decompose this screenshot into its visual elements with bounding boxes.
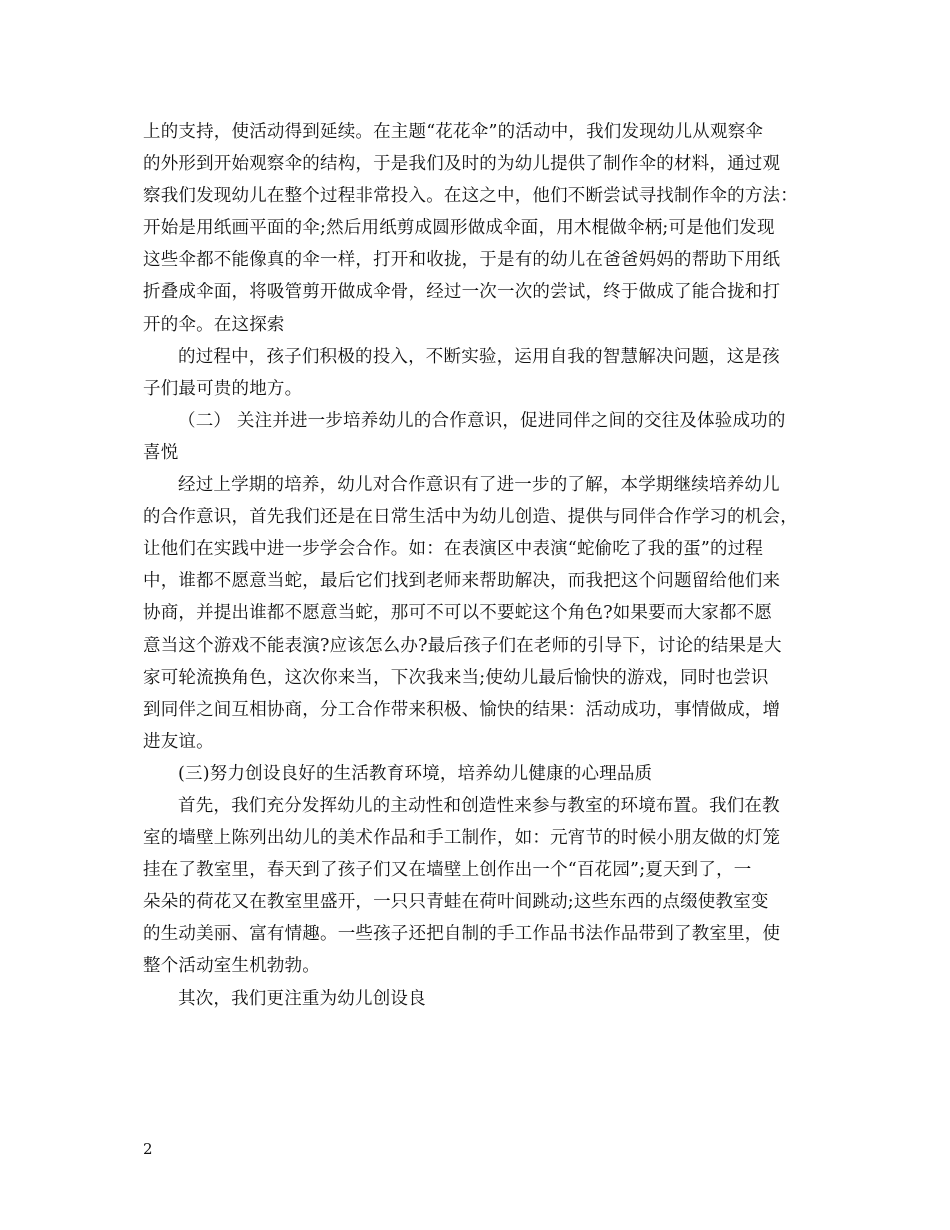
text-line: 意当这个游戏不能表演?应该怎么办?最后孩子们在老师的引导下，讨论的结果是大 (143, 635, 782, 656)
text-line: 这些伞都不能像真的伞一样，打开和收拢，于是有的幼儿在爸爸妈妈的帮助下用纸 (143, 250, 781, 271)
text-line: 进友谊。 (143, 731, 214, 752)
text-line: 朵朵的荷花又在教室里盛开，一只只青蛙在荷叶间跳动;这些东西的点缀使教室变 (143, 892, 769, 913)
body-text (143, 116, 815, 1015)
text-line: 的过程中，孩子们积极的投入，不断实验，运用自我的智慧解决问题，这是孩 (178, 346, 780, 367)
text-line: 室的墙壁上陈列出幼儿的美术作品和手工制作，如：元宵节的时候小朋友做的灯笼 (143, 828, 781, 849)
text-line: 喜悦 (143, 442, 179, 463)
text-line: 折叠成伞面，将吸管剪开做成伞骨，经过一次一次的尝试，终于做成了能合拢和打 (143, 282, 781, 303)
text-line: 家可轮流换角色，这次你来当，下次我来当;使幼儿最后愉快的游戏，同时也尝识 (143, 667, 769, 688)
text-line: 上的支持，使活动得到延续。在主题“花花伞”的活动中，我们发现幼儿从观察伞 (143, 122, 764, 142)
text-line: 子们最可贵的地方。 (143, 378, 303, 399)
text-line: 中，谁都不愿意当蛇，最后它们找到老师来帮助解决，而我把这个问题留给他们来 (143, 571, 781, 592)
text-line: 的合作意识，首先我们还是在日常生活中为幼儿创造、提供与同伴合作学习的机会， (143, 507, 798, 528)
text-line: 其次，我们更注重为幼儿创设良 (178, 988, 426, 1009)
text-line: 首先，我们充分发挥幼儿的主动性和创造性来参与教室的环境布置。我们在教 (178, 795, 780, 816)
text-line: 挂在了教室里，春天到了孩子们又在墙壁上创作出一个“百花园”;夏天到了，一 (143, 860, 752, 881)
text-line: 协商，并提出谁都不愿意当蛇，那可不可以不要蛇这个角色?如果要而大家都不愿 (143, 603, 773, 624)
text-line: 的生动美丽、富有情趣。一些孩子还把自制的手工作品书法作品带到了教室里，使 (143, 924, 781, 945)
page-number: 2 (143, 1140, 153, 1158)
text-line: 开始是用纸画平面的伞;然后用纸剪成圆形做成伞面，用木棍做伞柄;可是他们发现 (143, 218, 775, 239)
text-line: 经过上学期的培养，幼儿对合作意识有了进一步的了解，本学期继续培养幼儿 (178, 475, 780, 496)
text-line: (三)努力创设良好的生活教育环境，培养幼儿健康的心理品质 (178, 763, 653, 784)
text-line: 让他们在实践中进一步学会合作。如：在表演区中表演“蛇偷吃了我的蛋”的过程 (143, 539, 764, 560)
text-line: 整个活动室生机勃勃。 (143, 956, 320, 977)
text-line: 察我们发现幼儿在整个过程非常投入。在这之中，他们不断尝试寻找制作伞的方法： (143, 186, 798, 207)
text-line: 开的伞。在这探索 (143, 314, 285, 335)
text-line: 到同伴之间互相协商，分工合作带来积极、愉快的结果：活动成功，事情做成，增 (143, 699, 781, 720)
text-line: 的外形到开始观察伞的结构，于是我们及时的为幼儿提供了制作伞的材料，通过观 (143, 154, 781, 175)
text-line: （二） 关注并进一步培养幼儿的合作意识，促进同伴之间的交往及体验成功的 (178, 410, 786, 431)
